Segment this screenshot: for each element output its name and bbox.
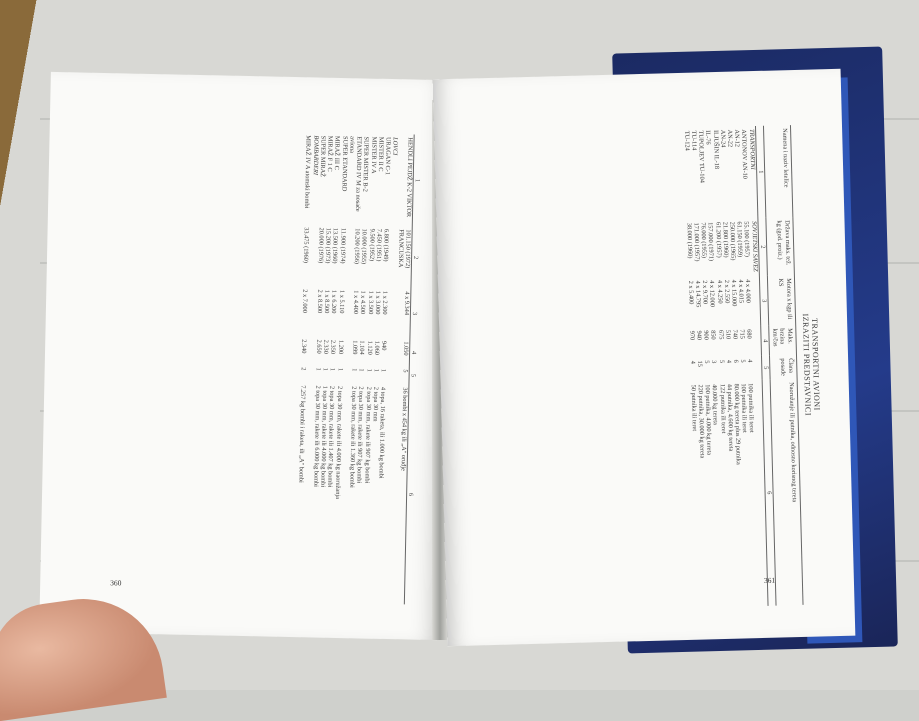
table-cell: 33.475 (1960) [302, 227, 311, 264]
table-cell: 13.500 (1960) [331, 227, 340, 264]
column-number: 5 [761, 356, 770, 380]
table-cell: 2 topa 30 mm [371, 386, 380, 422]
table-cell: 250.000 (1965) [728, 221, 737, 261]
table-cell: 171.000 (1957) [692, 222, 701, 262]
table-cell: 55.100 (1957) [742, 221, 751, 258]
column-number: 5 [409, 366, 417, 384]
table-cell [753, 326, 762, 356]
table-cell: 1.060 [372, 340, 381, 356]
table-cell: 20.000 (1976) [316, 227, 325, 264]
table-cell: 4 [746, 359, 754, 363]
table-cell: AN-12 [733, 129, 741, 148]
table-cell: 1 x 3.500 [366, 290, 374, 315]
table-cell: 2 topa 30 mm, rakete ili 4.000 kg naoružanja [333, 385, 344, 500]
table-cell: 61.150 (1959) [735, 221, 744, 258]
table-title-line2: IZRAZITI PREDSTAVNICI [800, 313, 813, 417]
table-cell: 2 topa 30 mm, rakete ili 6.000 kg bombi [312, 385, 322, 488]
table-cell: 15 [695, 360, 704, 367]
table-cell: 220 putnika, 30.000 kg tereta [696, 384, 706, 459]
table-cell: 4 x 4.015 [737, 279, 745, 304]
table-cell: ILJUŠIN IL-18 [711, 129, 720, 170]
table-cell: 1 x 4.500 [359, 290, 367, 315]
table-cell: MISTER II C [376, 136, 385, 172]
table-cell: 970 [687, 330, 696, 341]
left-table-rotated [295, 132, 422, 604]
table-cell: 1.099 [351, 340, 359, 355]
table-cell: 1 x 4.400 [352, 290, 360, 315]
table-title-line1: TRANSPORTNI AVIONI [810, 318, 822, 411]
table-cell: 38.000 (1960) [685, 222, 693, 259]
column-number: 2 [758, 218, 768, 276]
table-cell: 2 x 5.400 [686, 280, 695, 305]
table-cell: 675 [716, 329, 725, 340]
column-number: 1 [412, 135, 422, 227]
table-cell: 1 [365, 368, 373, 372]
table-cell: MIRAŽ IV A atomski bombi [303, 135, 313, 209]
left-aircraft-table [295, 132, 422, 604]
table-cell: HENDLI PEJDŽ K-2 VIKTOR [404, 137, 414, 218]
column-number: 1 [755, 126, 766, 218]
table-cell: 1.200 [336, 339, 345, 355]
table-cell: SUPER ETANDARD [340, 135, 349, 192]
table-cell: TU-124 [682, 130, 691, 151]
page-number-left: 360 [110, 578, 122, 588]
table-cell: 1.050 [401, 341, 410, 356]
table-cell: 1 [321, 367, 329, 371]
column-number: 6 [404, 384, 416, 604]
table-cell: 1.120 [365, 340, 373, 355]
table-cell: 5 [401, 369, 409, 373]
table-cell: 1 [350, 368, 358, 372]
table-cell: 2.650 [315, 339, 323, 354]
table-cell [387, 288, 395, 338]
table-cell: 5 [703, 360, 711, 364]
table-cell: 76.000 (1955) [699, 222, 708, 259]
table-cell: 100 putnika ili teret [747, 383, 756, 433]
table-cell: 7.450 (1951) [374, 228, 383, 262]
table-cell: 940 [380, 340, 388, 351]
column-number: 6 [762, 380, 776, 606]
table-cell: 2 x 8.500 [315, 289, 324, 314]
table-cell: 10.000 (1955) [360, 228, 369, 265]
table-cell: 940 [695, 330, 703, 341]
table-cell: 1 x 5.110 [337, 289, 346, 314]
column-number: 4 [760, 326, 769, 356]
table-cell: 2 topa 30 mm, rakete ili 907 kg bombi [362, 386, 372, 484]
table-cell: 1 [336, 367, 344, 372]
table-cell: 6 [732, 359, 740, 363]
table-cell [751, 276, 760, 326]
table-cell: 900 [702, 330, 710, 340]
table-cell: 7.257 kg bombi i raketa, ili „A" bombi [297, 385, 307, 483]
table-cell: 1.104 [358, 340, 366, 355]
header-cell: Namena i naziv letelice [763, 125, 792, 218]
table-cell: FRANCUSKA [396, 229, 405, 268]
table-cell: 2 x 2.550 [722, 279, 731, 304]
right-table-rotated [682, 124, 826, 607]
table-cell: 2 topa 30 mm, rakete ili 1.360 kg bombi [348, 386, 358, 488]
table-cell: 680 [745, 329, 753, 339]
table-cell: 1 x 6.200 [330, 289, 338, 314]
page-number-right: 361 [763, 575, 776, 585]
table-cell [394, 366, 402, 384]
table-cell: 4 x 12.000 [708, 280, 716, 308]
header-cell: Država maks. tež. kg (god. proiz.) [766, 217, 794, 276]
table-cell: SUPER MIRAŽ [318, 135, 327, 178]
table-cell [387, 338, 395, 366]
table-cell: 1 [329, 367, 337, 372]
table-cell: 2 x 9.700 [701, 280, 709, 305]
table-cell: 4 x 14.795 [693, 280, 702, 308]
table-cell: 9.500 (1952) [367, 228, 376, 262]
column-number: 3 [410, 288, 419, 338]
table-cell: 101.150 (1972) [403, 229, 412, 269]
right-page [433, 69, 856, 646]
table-cell [387, 366, 395, 384]
table-cell: AN-22 [726, 129, 734, 148]
table-cell: LOVCI [391, 137, 399, 156]
table-cell: 4 [688, 360, 696, 364]
table-cell: 2 x 7.000 [301, 289, 309, 313]
table-cell: 1 x 2.300 [380, 290, 389, 315]
table-cell: 61.200 (1957) [713, 221, 722, 258]
table-cell: URAGAN C-1 [383, 136, 392, 176]
table-cell: 4 x 4.000 [744, 279, 753, 303]
table-cell: TU-114 [689, 130, 698, 151]
table-cell: 1 [358, 368, 366, 372]
table-cell: MIRAŽ F 1 C [326, 135, 334, 172]
column-number: 3 [759, 276, 769, 326]
table-cell: 850 [709, 330, 717, 340]
table-cell: 5 [739, 359, 747, 363]
table-cell: 4 [724, 359, 732, 364]
table-cell: 40.000 kg tereta [711, 384, 720, 425]
table-cell: 80.000 kg tereta plus 29 putnika [732, 383, 742, 465]
header-cell: Člana posade [769, 355, 796, 380]
table-cell: 2 [300, 367, 308, 371]
table-cell [307, 336, 315, 364]
table-cell: SUPER MISTER B-2 [361, 136, 370, 192]
table-cell: BOMBARDERI [311, 135, 320, 176]
table-cell: MISTER IV A [369, 136, 378, 174]
table-cell: 1 [372, 368, 380, 372]
table-cell: 740 [731, 329, 739, 340]
table-cell: 1 x 3.000 [373, 290, 382, 315]
table-cell: 2 topa 30 mm, rakete ili 907 kg bombi [355, 386, 365, 484]
table-cell: 100 putnika, 4.000 kg tereta [703, 384, 713, 456]
table-cell: 2.350 [329, 339, 337, 355]
table-cell: 36 bombi x 454 kg ili „A" oruđje [399, 387, 409, 471]
table-cell: 510 [724, 329, 732, 340]
table-cell: TRANSPORTNI [747, 129, 756, 170]
table-cell: 1 x 8.500 [323, 289, 331, 314]
table-cell: 44 putnika, 4.600 kg tereta [725, 383, 735, 452]
table-cell: 50 putnika ili teret [689, 384, 698, 432]
table-cell: 157.000 (1971) [706, 222, 715, 262]
table-cell [753, 356, 761, 380]
table-cell: SOVJETSKI SAVEZ [750, 220, 759, 272]
table-cell: 10.200 (1956) [353, 228, 361, 265]
table-cell: IL-76 [704, 130, 712, 145]
table-cell: 2.330 [322, 339, 330, 354]
table-cell: 11.900 (1974) [338, 227, 347, 264]
table-cell: 1 [379, 368, 387, 373]
left-page [39, 72, 449, 640]
table-cell: 1 topa 30 mm, rakete ili 4.000 kg bombi [319, 385, 329, 488]
table-cell: 5 [717, 359, 725, 364]
table-cell: 4 x 15.000 [729, 279, 738, 307]
header-cell: Motora x kgp ili KS [767, 275, 795, 326]
table-cell: 122 putnika ili teret [718, 383, 727, 434]
table-cell: 715 [738, 329, 746, 339]
table-cell: AN-24 [718, 129, 727, 148]
table-cell: 4 x 4.250 [715, 279, 724, 304]
table-cell: 3 [710, 360, 718, 364]
table-cell: 1 [314, 367, 322, 371]
column-number: 2 [411, 226, 420, 288]
table-cell: MIRAŽ III C [333, 135, 342, 170]
table-cell: ANTONOV AN-10 [740, 129, 749, 180]
table-cell: 21.800 (1960) [721, 221, 730, 258]
table-cell: 100 putnika ili teret [739, 383, 749, 433]
header-cell: Naoružanje ili putnika, odnosno korisnog tereta [770, 379, 803, 606]
table-cell: 4 topa, 16 raketa, ili 1.000 kg bombi [377, 386, 387, 479]
table-cell: 15.200 (1973) [324, 227, 332, 264]
table-cell: 6.800 (1949) [382, 228, 390, 262]
header-cell: Maks. brzina km/čas [769, 325, 796, 356]
table-cell [307, 364, 315, 382]
table-cell: 4 x 9.344 [402, 291, 411, 316]
table-cell: ETANDARD IV M za nosače aviona [348, 136, 363, 212]
table-cell: 2 topa 30 mm, rakete ili 1.407 kg bombi [326, 385, 336, 488]
table-cell: 2.340 [300, 339, 308, 354]
table-cell: TUPOLJEV TU-104 [697, 130, 706, 183]
column-number: 4 [409, 338, 417, 366]
right-aircraft-table [682, 125, 803, 608]
